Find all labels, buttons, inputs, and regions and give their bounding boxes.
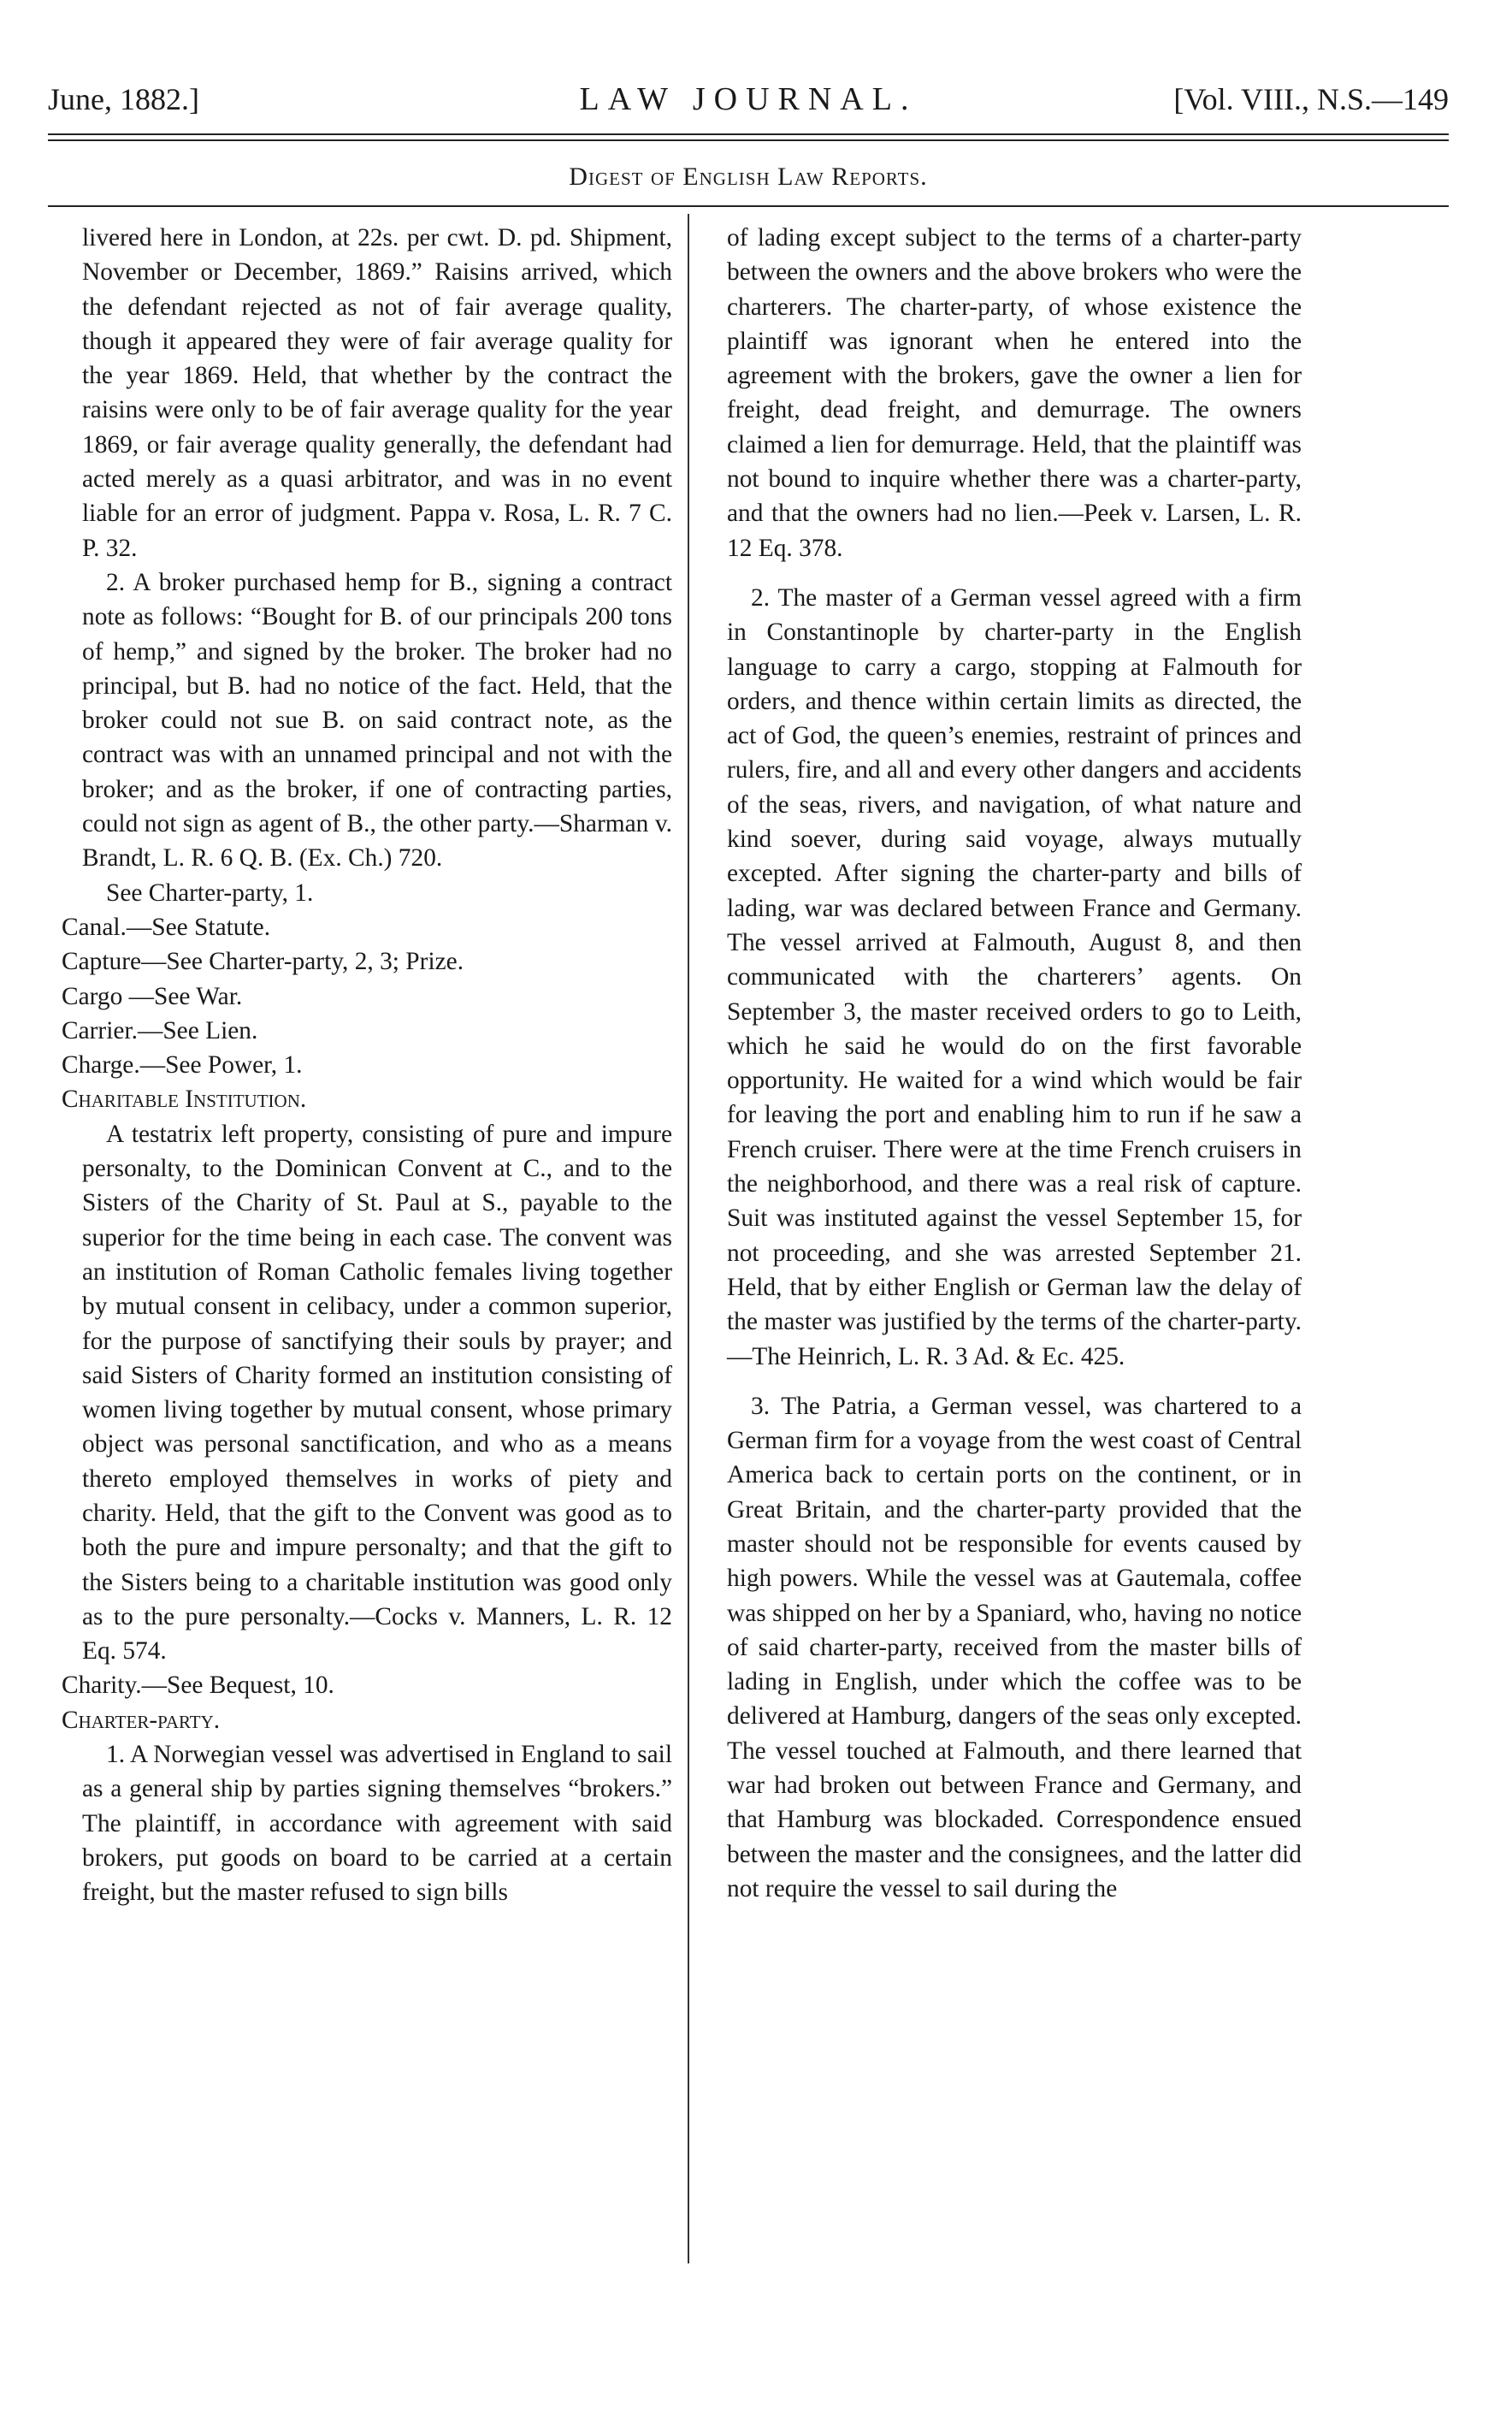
right-column	[727, 221, 1302, 1906]
paragraph: 2. The master of a German vessel agreed with a firm in Constantinople by charter-party in the English language to carry a cargo, stopping at Falmouth for orders, and thence within certain limits as directed, the act of God, the queen’s enemies, restraint of princes and rulers, fire, and all and every other dangers and accidents of the seas, rivers, and navigation, of what nature and kind soever, during said voyage, always mutually excepted. After signing the charter-party and bills of lading, war was declared between France and Germany. The vessel arrived at Falmouth, August 8, and then communicated with the charterers’ agents. On September 3, the master received orders to go to Leith, which he said he would do on the first favorable opportunity. He waited for a wind which would be fair for leaving the port and enabling him to run if he saw a French cruiser. There were at the time French cruisers in the neighborhood, and there was a real risk of capture. Suit was instituted against the vessel September 15, for not proceeding, and she was arrested September 21. Held, that by either English or German law the delay of the master was justified by the terms of the charter-party.—The Heinrich, L. R. 3 Ad. & Ec. 425.	[727, 583, 1302, 1370]
heading-charter-party: Charter-party.	[62, 1706, 221, 1734]
header-rule-top	[48, 133, 1449, 135]
heading-charity: Charity.—See Bequest, 10.	[62, 1671, 334, 1700]
header-rule-bottom	[48, 139, 1449, 141]
paragraph: A testatrix left property, consisting of pure and impure personalty, to the Dominican Convent at C., and to the Sisters of the Charity of St. Paul at S., payable to the superior for the time being in each case. The convent was an institution of Roman Catholic females living together by mutual consent in celibacy, under a common superior, for the purpose of sanctifying their souls by prayer; and said Sisters of Charity formed an institution consisting of women living together by mutual consent, whose primary object was personal sanctification, and who as a means thereto employed themselves in works of piety and charity. Held, that the gift to the Convent was good as to both the pure and impure personalty; and that the gift to the Sisters being to a charitable institution was good only as to the pure personalty.—Cocks v. Manners, L. R. 12 Eq. 574.	[82, 1120, 672, 1666]
paragraph: of lading except subject to the terms of a charter-party between the owners and the above brokers who were the charterers. The charter-party, of whose existence the plaintiff was ignorant when he entered into the agreement with the brokers, gave the owner a lien for freight, dead freight, and demurrage. The owners claimed a lien for demurrage. Held, that the plaintiff was not bound to inquire whether there was a charter-party, and that the owners had no lien.—Peek v. Larsen, L. R. 12 Eq. 378.	[727, 224, 1302, 562]
section-subtitle: Digest of English Law Reports.	[569, 163, 928, 191]
header-date: June, 1882.]	[48, 82, 199, 116]
heading-cargo: Cargo —See War.	[62, 982, 243, 1010]
heading-carrier: Carrier.—See Lien.	[62, 1016, 258, 1044]
volume-page: [Vol. VIII., N.S.—149	[1173, 82, 1449, 116]
heading-capture: Capture—See Charter-party, 2, 3; Prize.	[62, 948, 464, 976]
heading-canal: Canal.—See Statute.	[62, 913, 271, 941]
left-column	[62, 221, 672, 1910]
running-header	[48, 80, 1449, 132]
paragraph: livered here in London, at 22s. per cwt. D. pd. Shipment, November or December, 1869.” Raisins arrived, which the defendant rejected as not of fair average quality, though it appeared they were of fair average quality for the year 1869. Held, that whether by the contract the raisins were only to be of fair average quality for the year 1869, or fair average quality generally, the defendant had acted merely as a quasi arbitrator, and was in no event liable for an error of judgment. Pappa v. Rosa, L. R. 7 C. P. 32.	[82, 224, 672, 562]
paragraph: 2. A broker purchased hemp for B., signing a contract note as follows: “Bought for B. of our principals 200 tons of hemp,” and signed by the broker. The broker had no principal, but B. had no notice of the fact. Held, that the broker could not sue B. on said contract note, as the contract was with an unnamed principal and not with the broker; and as the broker, if one of contracting parties, could not sign as agent of B., the other party.—Sharman v. Brandt, L. R. 6 Q. B. (Ex. Ch.) 720.	[82, 568, 672, 873]
heading-charitable-institution: Charitable Institution.	[62, 1086, 307, 1114]
cross-reference: See Charter-party, 1.	[106, 879, 314, 907]
paragraph: 1. A Norwegian vessel was advertised in England to sail as a general ship by parties signing themselves “brokers.” The plaintiff, in accordance with agreement with said brokers, put goods on board to be carried at a certain freight, but the master refused to sign bills	[82, 1741, 672, 1907]
subtitle-rule	[48, 205, 1449, 207]
column-divider	[688, 214, 689, 2263]
heading-charge: Charge.—See Power, 1.	[62, 1051, 303, 1080]
journal-title: LAW JOURNAL.	[579, 81, 918, 117]
paragraph: 3. The Patria, a German vessel, was chartered to a German firm for a voyage from the west coast of Central America back to certain ports on the continent, or in Great Britain, and the charter-party provided that the master should not be responsible for events caused by high powers. While the vessel was at Gautemala, coffee was shipped on her by a Spaniard, who, having no notice of said charter-party, received from the master bills of lading in English, under which the coffee was to be delivered at Hamburg, dangers of the seas only excepted. The vessel touched at Falmouth, and there learned that war had broken out between France and Germany, and that Hamburg was blockaded. Correspondence ensued between the master and the consignees, and the latter did not require the vessel to sail during the	[727, 1392, 1302, 1902]
